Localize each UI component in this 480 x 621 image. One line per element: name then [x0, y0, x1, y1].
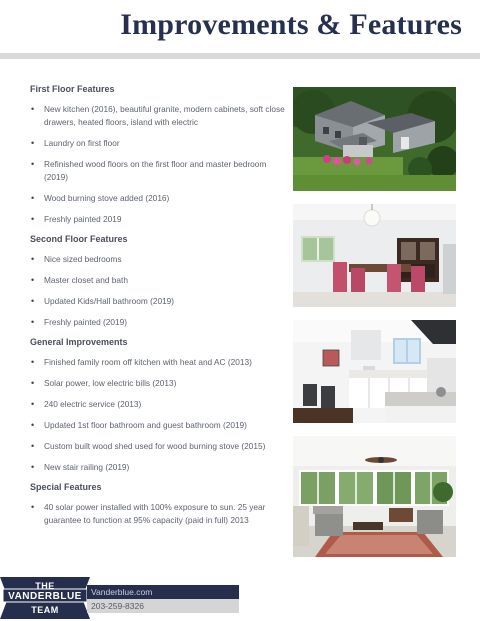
- feature-text: Freshly painted (2019): [44, 317, 128, 327]
- footer-website-link[interactable]: Vanderblue.com: [91, 587, 153, 597]
- feature-item: [30, 356, 288, 369]
- feature-item: [30, 377, 288, 390]
- feature-item: [30, 137, 288, 150]
- feature-item: [30, 192, 288, 205]
- bullet-icon: •: [31, 357, 35, 367]
- house-exterior-photo: [293, 87, 456, 191]
- title-rule: [0, 53, 480, 59]
- dining-room-photo: [293, 204, 456, 307]
- feature-item: [30, 398, 288, 411]
- feature-item: [30, 253, 288, 266]
- feature-text: Custom built wood shed used for wood burning stove (2015): [44, 441, 266, 451]
- bullet-icon: •: [31, 502, 35, 512]
- feature-text: Freshly painted 2019: [44, 214, 122, 224]
- section-heading: General Improvements: [30, 337, 128, 347]
- feature-item: [30, 501, 288, 527]
- footer-phone: 203-259-8326: [91, 601, 144, 611]
- bullet-icon: •: [31, 296, 35, 306]
- logo-line-the: THE: [35, 581, 55, 591]
- feature-text: Wood burning stove added (2016): [44, 193, 170, 203]
- section-heading: First Floor Features: [30, 84, 115, 94]
- feature-item: [30, 461, 288, 474]
- feature-text: Solar power, low electric bills (2013): [44, 378, 177, 388]
- kitchen-photo: [293, 320, 456, 423]
- page-title: Improvements & Features: [120, 8, 462, 41]
- feature-text: Refinished wood floors on the first floor and master bedroom (2019): [44, 159, 267, 182]
- bullet-icon: •: [31, 159, 35, 169]
- bullet-icon: •: [31, 104, 35, 114]
- feature-item: [30, 103, 288, 129]
- feature-item: [30, 419, 288, 432]
- features-column: [30, 84, 288, 535]
- feature-text: 40 solar power installed with 100% exposure to sun. 25 year guarantee to function at 95% capacity (paid in full) 2013: [44, 502, 266, 525]
- feature-item: [30, 316, 288, 329]
- bullet-icon: •: [31, 193, 35, 203]
- feature-item: [30, 158, 288, 184]
- feature-item: [30, 213, 288, 226]
- feature-text: Finished family room off kitchen with heat and AC (2013): [44, 357, 252, 367]
- bullet-icon: •: [31, 378, 35, 388]
- feature-text: Updated Kids/Hall bathroom (2019): [44, 296, 175, 306]
- section-heading: Second Floor Features: [30, 234, 128, 244]
- feature-text: Laundry on first floor: [44, 138, 120, 148]
- section-heading: Special Features: [30, 482, 102, 492]
- feature-text: New stair railing (2019): [44, 462, 130, 472]
- feature-list: [30, 103, 288, 226]
- feature-text: Master closet and bath: [44, 275, 128, 285]
- bullet-icon: •: [31, 275, 35, 285]
- family-room-photo: [293, 436, 456, 557]
- feature-list: [30, 253, 288, 329]
- feature-list: [30, 501, 288, 527]
- bullet-icon: •: [31, 462, 35, 472]
- bullet-icon: •: [31, 441, 35, 451]
- bullet-icon: •: [31, 138, 35, 148]
- feature-text: Nice sized bedrooms: [44, 254, 122, 264]
- bullet-icon: •: [31, 214, 35, 224]
- logo-line-team: TEAM: [31, 605, 59, 615]
- feature-text: Updated 1st floor bathroom and guest bathroom (2019): [44, 420, 247, 430]
- bullet-icon: •: [31, 420, 35, 430]
- feature-list: [30, 356, 288, 474]
- feature-item: [30, 274, 288, 287]
- feature-item: [30, 440, 288, 453]
- feature-text: New kitchen (2016), beautiful granite, modern cabinets, soft close drawers, heated floors, island with electric: [44, 104, 285, 127]
- team-logo: [0, 575, 100, 621]
- logo-line-vanderblue: VANDERBLUE: [8, 591, 82, 602]
- bullet-icon: •: [31, 317, 35, 327]
- bullet-icon: •: [31, 254, 35, 264]
- feature-text: 240 electric service (2013): [44, 399, 142, 409]
- feature-item: [30, 295, 288, 308]
- bullet-icon: •: [31, 399, 35, 409]
